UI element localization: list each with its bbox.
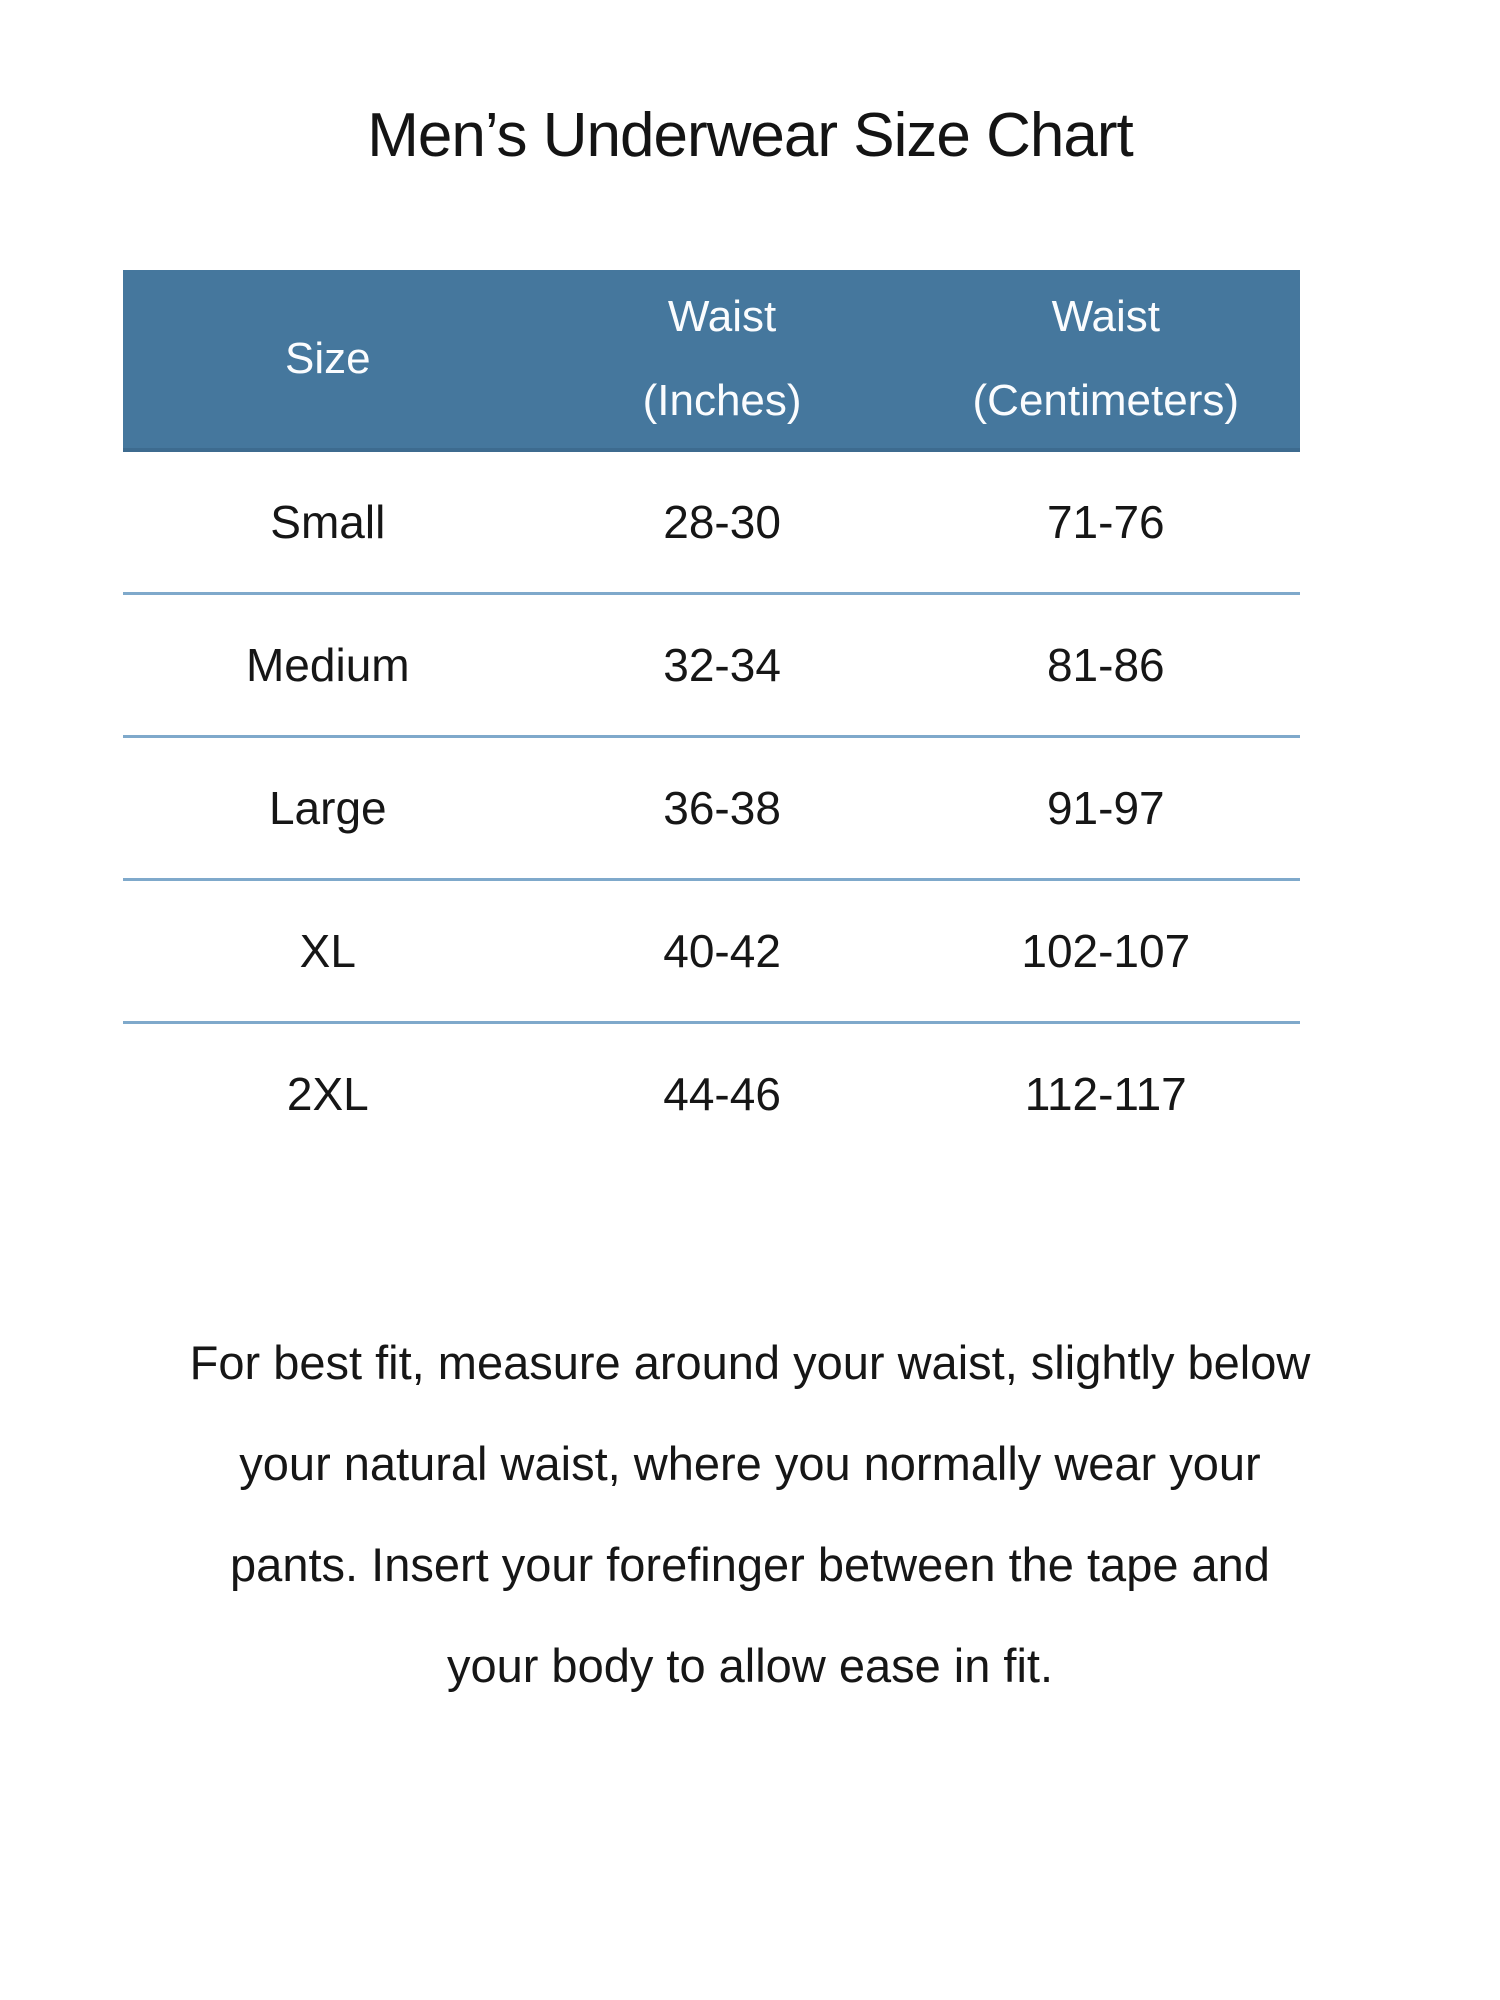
header-size-label: Size (285, 334, 371, 383)
cell-size: Small (270, 496, 386, 548)
size-chart-table (123, 270, 1300, 1164)
cell-waist-inches: 40-42 (663, 925, 781, 977)
table-header-row (123, 270, 1300, 452)
header-inches-label: (Inches) (642, 376, 802, 425)
table-row-xl (123, 878, 1300, 1021)
table-row-medium (123, 592, 1300, 735)
fit-note-line: pants. Insert your forefinger between the tape and (230, 1538, 1270, 1591)
cell-waist-centimeters: 91-97 (1046, 782, 1165, 834)
table-row-large (123, 735, 1300, 878)
header-centimeters-label: (Centimeters) (972, 376, 1240, 425)
cell-size: XL (299, 925, 356, 977)
cell-waist-inches: 32-34 (663, 639, 781, 691)
table-row-2xl (123, 1021, 1300, 1164)
header-waist-label: Waist (1051, 292, 1160, 341)
cell-waist-centimeters: 102-107 (1021, 925, 1191, 977)
cell-size: Medium (245, 639, 410, 691)
cell-waist-centimeters: 71-76 (1046, 496, 1165, 548)
cell-size: Large (268, 782, 387, 834)
fit-note-line: For best fit, measure around your waist, slightly below (189, 1336, 1311, 1389)
page-title: Men’s Underwear Size Chart (367, 101, 1133, 170)
header-cell-size (123, 317, 533, 401)
fit-note-line: your body to allow ease in fit. (446, 1639, 1054, 1692)
table-row-small (123, 452, 1300, 592)
cell-waist-inches: 28-30 (663, 496, 781, 548)
fit-note (190, 1312, 1311, 1716)
header-cell-waist-inches (533, 275, 912, 443)
cell-waist-centimeters: 112-117 (1024, 1068, 1187, 1120)
cell-size: 2XL (286, 1068, 369, 1120)
cell-waist-centimeters: 81-86 (1046, 639, 1165, 691)
fit-note-line: your natural waist, where you normally wear your (239, 1437, 1261, 1490)
cell-waist-inches: 44-46 (663, 1068, 781, 1120)
header-waist-label: Waist (667, 292, 777, 341)
header-cell-waist-centimeters (912, 275, 1300, 443)
cell-waist-inches: 36-38 (663, 782, 781, 834)
